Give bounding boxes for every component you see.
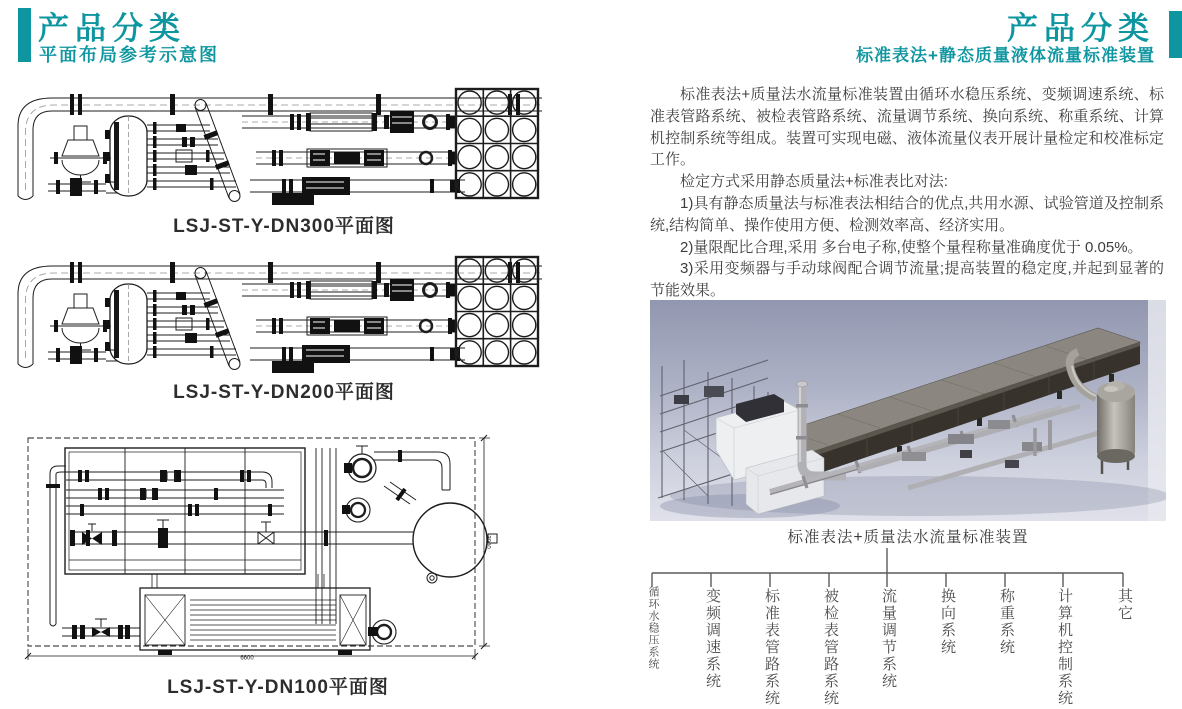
tree-node-others: 其它 <box>1116 588 1133 622</box>
tree-node-vfd-system: 变频调速系统 <box>704 588 721 690</box>
tree-node-master-meter-piping-system: 标准表管路系统 <box>763 588 780 707</box>
feature-item-2: 2)量限配比合理,采用 多台电子称,使整个量程称量准确度优于 0.05%。 <box>680 238 1143 256</box>
system-tree-connectors <box>640 546 1182 588</box>
tree-node-meter-under-test-piping-system: 被检表管路系统 <box>822 588 839 707</box>
page-title-left: 产品分类 <box>38 11 186 46</box>
plan-diagram-dn200 <box>10 252 558 374</box>
tree-node-weighing-system: 称重系统 <box>998 588 1015 656</box>
page-subtitle-left: 平面布局参考示意图 <box>39 45 219 65</box>
page-title-right: 产品分类 <box>1007 11 1155 46</box>
right-accent-bar <box>1169 11 1182 58</box>
description-paragraph: 检定方式采用静态质量法+标准表比对法: <box>680 173 948 191</box>
dimension-width-label: 6600 <box>240 655 254 662</box>
diagram-label-dn200: LSJ-ST-Y-DN200平面图 <box>173 382 395 403</box>
tree-node-computer-control-system: 计算机控制系统 <box>1056 588 1073 707</box>
plan-diagram-dn100 <box>22 428 535 668</box>
description-paragraph: 标准表法+质量法水流量标准装置由循环水稳压系统、变频调速系统、标准表管路系统、被检表管路系统、流量调节系统、换向系统、称重系统、计算机控制系统等组成。装置可实现电磁、液体流量仪表开展计量检定和校准标定工作。 <box>650 86 1164 169</box>
product-3d-render <box>650 300 1166 521</box>
diagram-label-dn100: LSJ-ST-Y-DN100平面图 <box>167 677 389 698</box>
tree-node-diverter-system: 换向系统 <box>939 588 956 656</box>
diagram-label-dn300: LSJ-ST-Y-DN300平面图 <box>173 216 395 237</box>
tree-node-flow-regulation-system: 流量调节系统 <box>880 588 897 690</box>
feature-item-1: 1)具有静态质量法与标准表法相结合的优点,共用水源、试验管道及控制系统,结构简单、操作使用方便、检测效率高、经济实用。 <box>650 194 1164 234</box>
tree-node-circulation-system: 循环水稳压系统 <box>647 586 659 670</box>
left-accent-bar <box>18 8 31 62</box>
render-caption: 标准表法+质量法水流量标准装置 <box>787 529 1029 546</box>
page-subtitle-right: 标准表法+静态质量液体流量标准装置 <box>856 46 1155 65</box>
dimension-height-label: 3000 <box>484 535 491 549</box>
plan-diagram-dn300 <box>10 84 558 206</box>
feature-item-3: 3)采用变频器与手动球阀配合调节流量;提高装置的稳定度,并起到显著的节能效果。 <box>650 260 1164 300</box>
